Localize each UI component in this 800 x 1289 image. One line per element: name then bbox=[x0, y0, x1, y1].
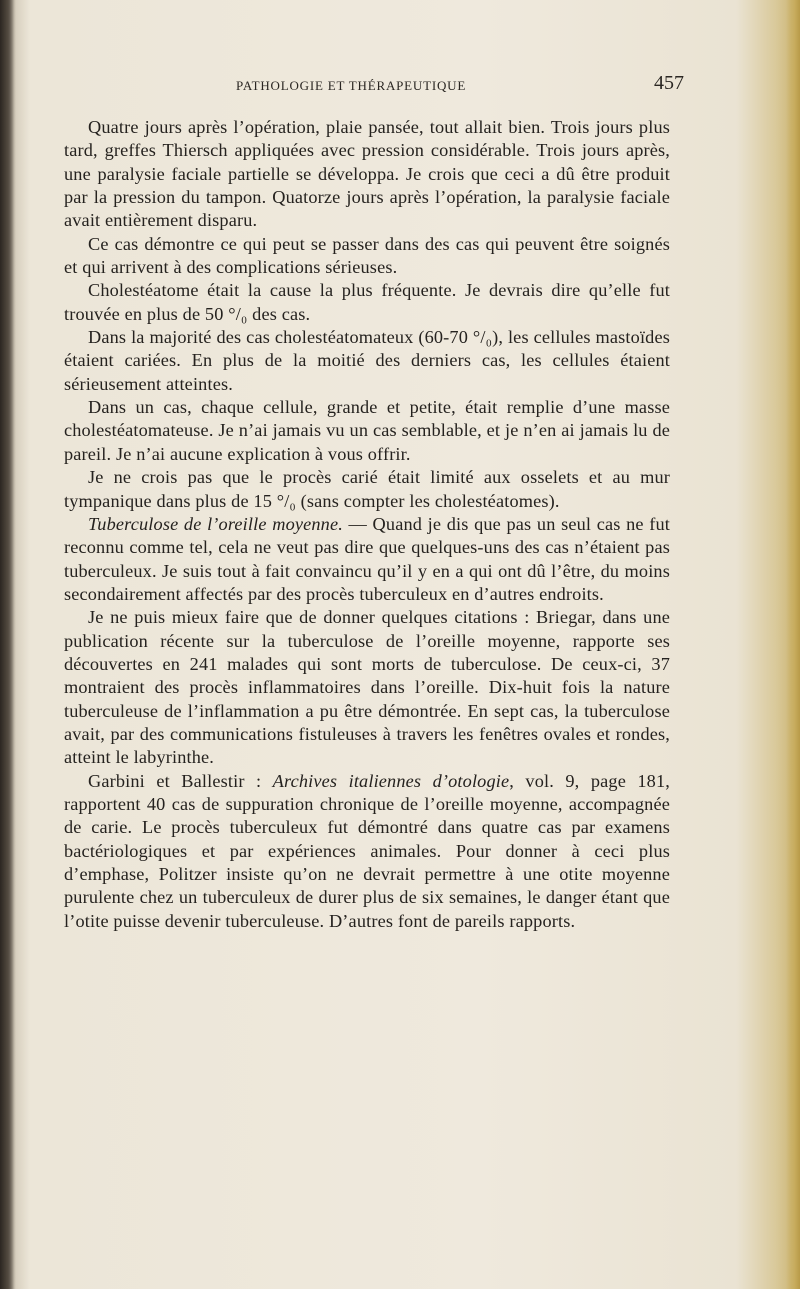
paragraph: Dans la majorité des cas cholestéatomateux (60-70 °/₀), les cellules mastoïdes étaient cariées. En plus de la moitié des derniers cas, les cellules étaient sérieusement atteintes. bbox=[64, 327, 670, 394]
journal-title: Archives italiennes d’otologie bbox=[272, 770, 510, 791]
paragraph: Cholestéatome était la cause la plus fréquente. Je devrais dire qu’elle fut trouvée en plus de 50 °/₀ des cas. bbox=[64, 280, 670, 324]
binding-shadow bbox=[0, 0, 14, 1289]
section-title: Tuberculose de l’oreille moyenne. bbox=[88, 513, 343, 534]
body-text bbox=[64, 116, 670, 933]
running-head: PATHOLOGIE ET THÉRAPEUTIQUE bbox=[236, 78, 467, 93]
paragraph: Je ne crois pas que le procès carié était limité aux osselets et au mur tympanique dans plus de 15 °/₀ (sans compter les cholestéatomes). bbox=[64, 467, 670, 511]
page-number: 457 bbox=[654, 72, 684, 94]
paragraph: Je ne puis mieux faire que de donner quelques citations : Briegar, dans une publication récente sur la tuberculose de l’oreille moyenne, rapporte ses découvertes en 241 malades qui sont morts de tuberculose. De ceux-ci, 37 montraient des procès inflammatoires dans l’oreille. Dix-huit fois la nature tuberculeuse de l’inflammation a pu être démontrée. En sept cas, la tuberculose avait, par des communications fistuleuses à travers les fenêtres ovales et rondes, atteint le labyrinthe. bbox=[64, 607, 670, 768]
paragraph: Quatre jours après l’opération, plaie pansée, tout allait bien. Trois jours plus tard, greffes Thiersch appliquées avec pression considérable. Trois jours après, une paralysie faciale partielle se développa. Je crois que ceci a dû être produit par la pression du tampon. Quatorze jours après l’opération, la paralysie faciale avait entièrement disparu. bbox=[64, 117, 670, 231]
paragraph: Garbini et Ballestir : Archives italiennes d’otologie, vol. 9, page 181, rapportent 40 cas de suppuration chronique de l’oreille moyenne, accompagnée de carie. Le procès tuberculeux fut démontré dans quatre cas par examens bactériologiques et par expériences animales. Pour donner à ceci plus d’emphase, Politzer insiste qu’on ne devrait permettre à une otite moyenne purulente chez un tuberculeux de durer plus de six semaines, le danger étant que l’otite puisse devenir tuberculeuse. D’autres font de pareils rapports. bbox=[64, 770, 670, 931]
page-header bbox=[64, 72, 684, 102]
paragraph: Dans un cas, chaque cellule, grande et petite, était remplie d’une masse cholestéatomateuse. Je n’ai jamais vu un cas semblable, et je n’en ai jamais lu de pareil. Je n’ai aucune explication à vous offrir. bbox=[64, 397, 670, 464]
paragraph: Ce cas démontre ce qui peut se passer dans des cas qui peuvent être soignés et qui arrivent à des complications sérieuses. bbox=[64, 233, 670, 278]
paragraph: Tuberculose de l’oreille moyenne. — Quand je dis que pas un seul cas ne fut reconnu comme tel, cela ne veut pas dire que quelques-uns des cas n’étaient pas tuberculeux. Je suis tout à fait convaincu qu’il y en a qui ont dû l’être, du moins secondairement affectés par des procès tuberculeux en d’autres endroits. bbox=[64, 513, 670, 604]
page-edge bbox=[786, 0, 800, 1289]
